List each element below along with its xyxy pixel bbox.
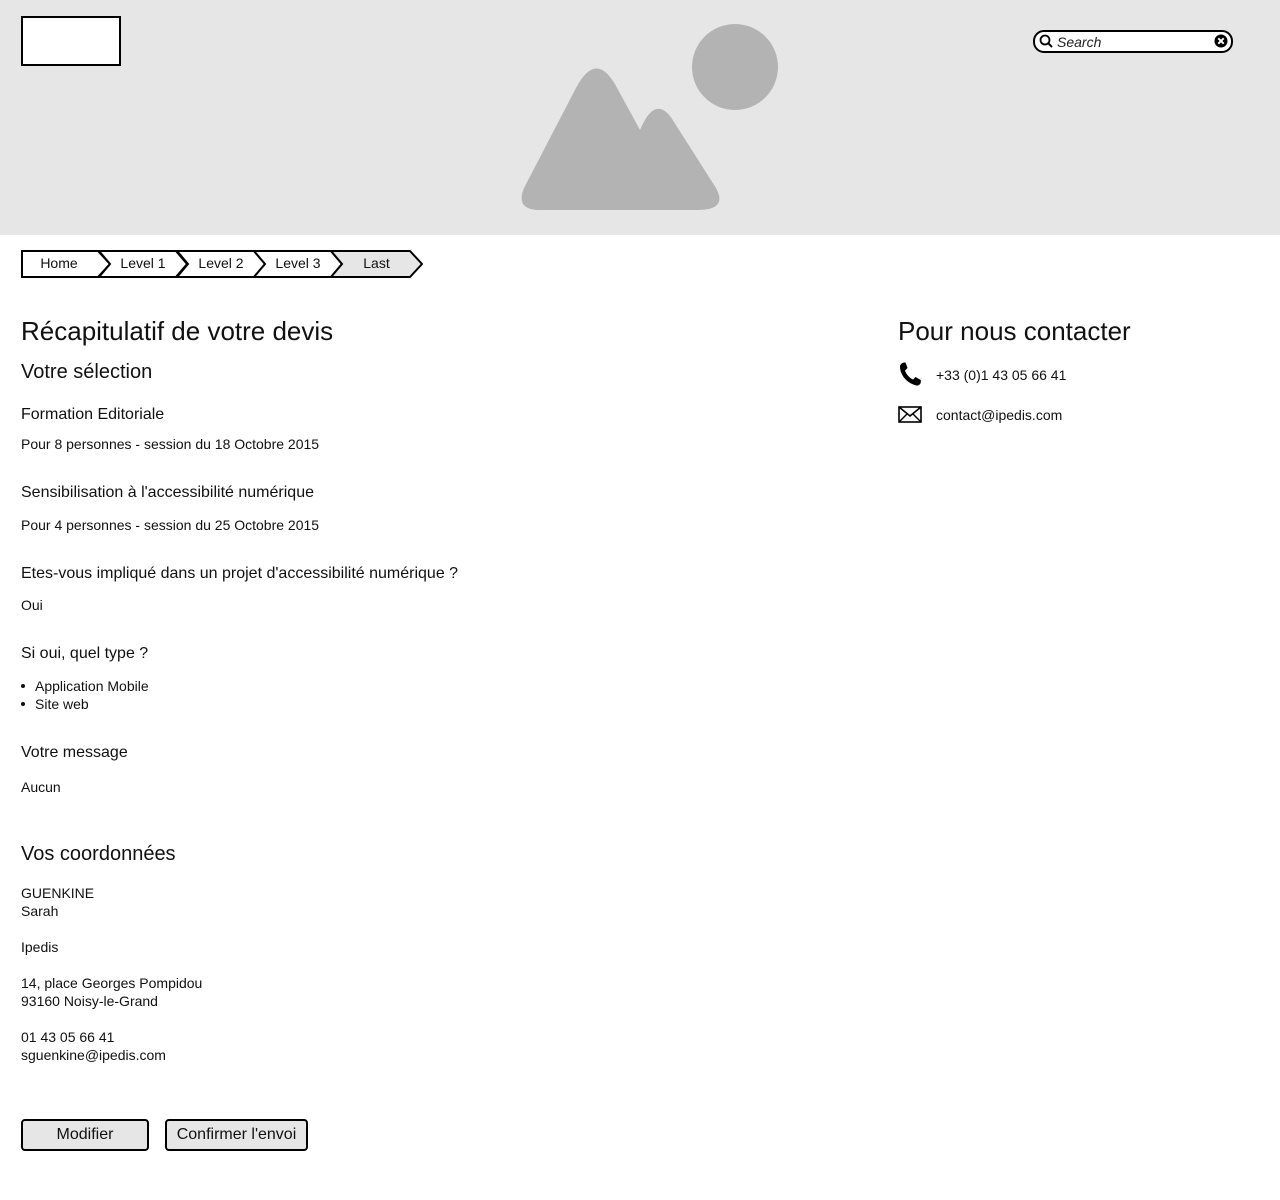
selection-heading: Votre sélection xyxy=(21,361,153,383)
company: Ipedis xyxy=(21,939,59,955)
contact-email[interactable]: contact@ipedis.com xyxy=(936,407,1063,423)
search-icon xyxy=(1039,34,1053,48)
search-box[interactable] xyxy=(1033,30,1233,53)
selection-item-name: Formation Editoriale xyxy=(21,406,165,423)
list-item: Site web xyxy=(21,695,149,713)
header-banner xyxy=(0,0,1280,235)
breadcrumb-label: Level 3 xyxy=(275,255,321,271)
page-title: Récapitulatif de votre devis xyxy=(21,316,334,346)
question-label: Si oui, quel type ? xyxy=(21,645,149,662)
breadcrumb-item-level-1[interactable] xyxy=(98,250,188,278)
selection-item-details: Pour 8 personnes - session du 18 Octobre 2015 xyxy=(21,436,320,452)
user-email: sguenkine@ipedis.com xyxy=(21,1047,166,1063)
clear-search-icon[interactable] xyxy=(1214,34,1228,48)
selection-item-details: Pour 4 personnes - session du 25 Octobre 2015 xyxy=(21,517,320,533)
message-value: Aucun xyxy=(21,779,61,795)
modify-button[interactable]: Modifier xyxy=(21,1119,149,1151)
question-label: Etes-vous impliqué dans un projet d'accessibilité numérique ? xyxy=(21,565,459,582)
breadcrumb-item-last[interactable] xyxy=(330,250,423,278)
user-phone: 01 43 05 66 41 xyxy=(21,1029,115,1045)
breadcrumb-label: Level 1 xyxy=(120,255,166,271)
question-answer: Oui xyxy=(21,597,43,613)
logo[interactable] xyxy=(21,16,121,66)
last-name: GUENKINE xyxy=(21,885,95,901)
address-line-1: 14, place Georges Pompidou xyxy=(21,975,203,991)
confirm-send-button[interactable]: Confirmer l'envoi xyxy=(165,1119,308,1151)
contact-phone[interactable]: +33 (0)1 43 05 66 41 xyxy=(936,367,1067,383)
selection-item-name: Sensibilisation à l'accessibilité numérique xyxy=(21,484,314,501)
answer-list xyxy=(21,677,149,713)
search-input[interactable] xyxy=(1057,33,1207,50)
list-item: Application Mobile xyxy=(21,677,149,695)
first-name: Sarah xyxy=(21,903,59,919)
breadcrumb-label: Home xyxy=(40,255,78,271)
coordinates-heading: Vos coordonnées xyxy=(21,843,176,865)
breadcrumb-label: Level 2 xyxy=(198,255,244,271)
phone-icon xyxy=(898,361,922,387)
breadcrumb-label: Last xyxy=(363,255,390,271)
contact-heading: Pour nous contacter xyxy=(898,316,1131,346)
envelope-icon xyxy=(898,406,922,423)
message-label: Votre message xyxy=(21,744,128,761)
address-line-2: 93160 Noisy-le-Grand xyxy=(21,993,158,1009)
image-placeholder-icon xyxy=(512,20,782,215)
